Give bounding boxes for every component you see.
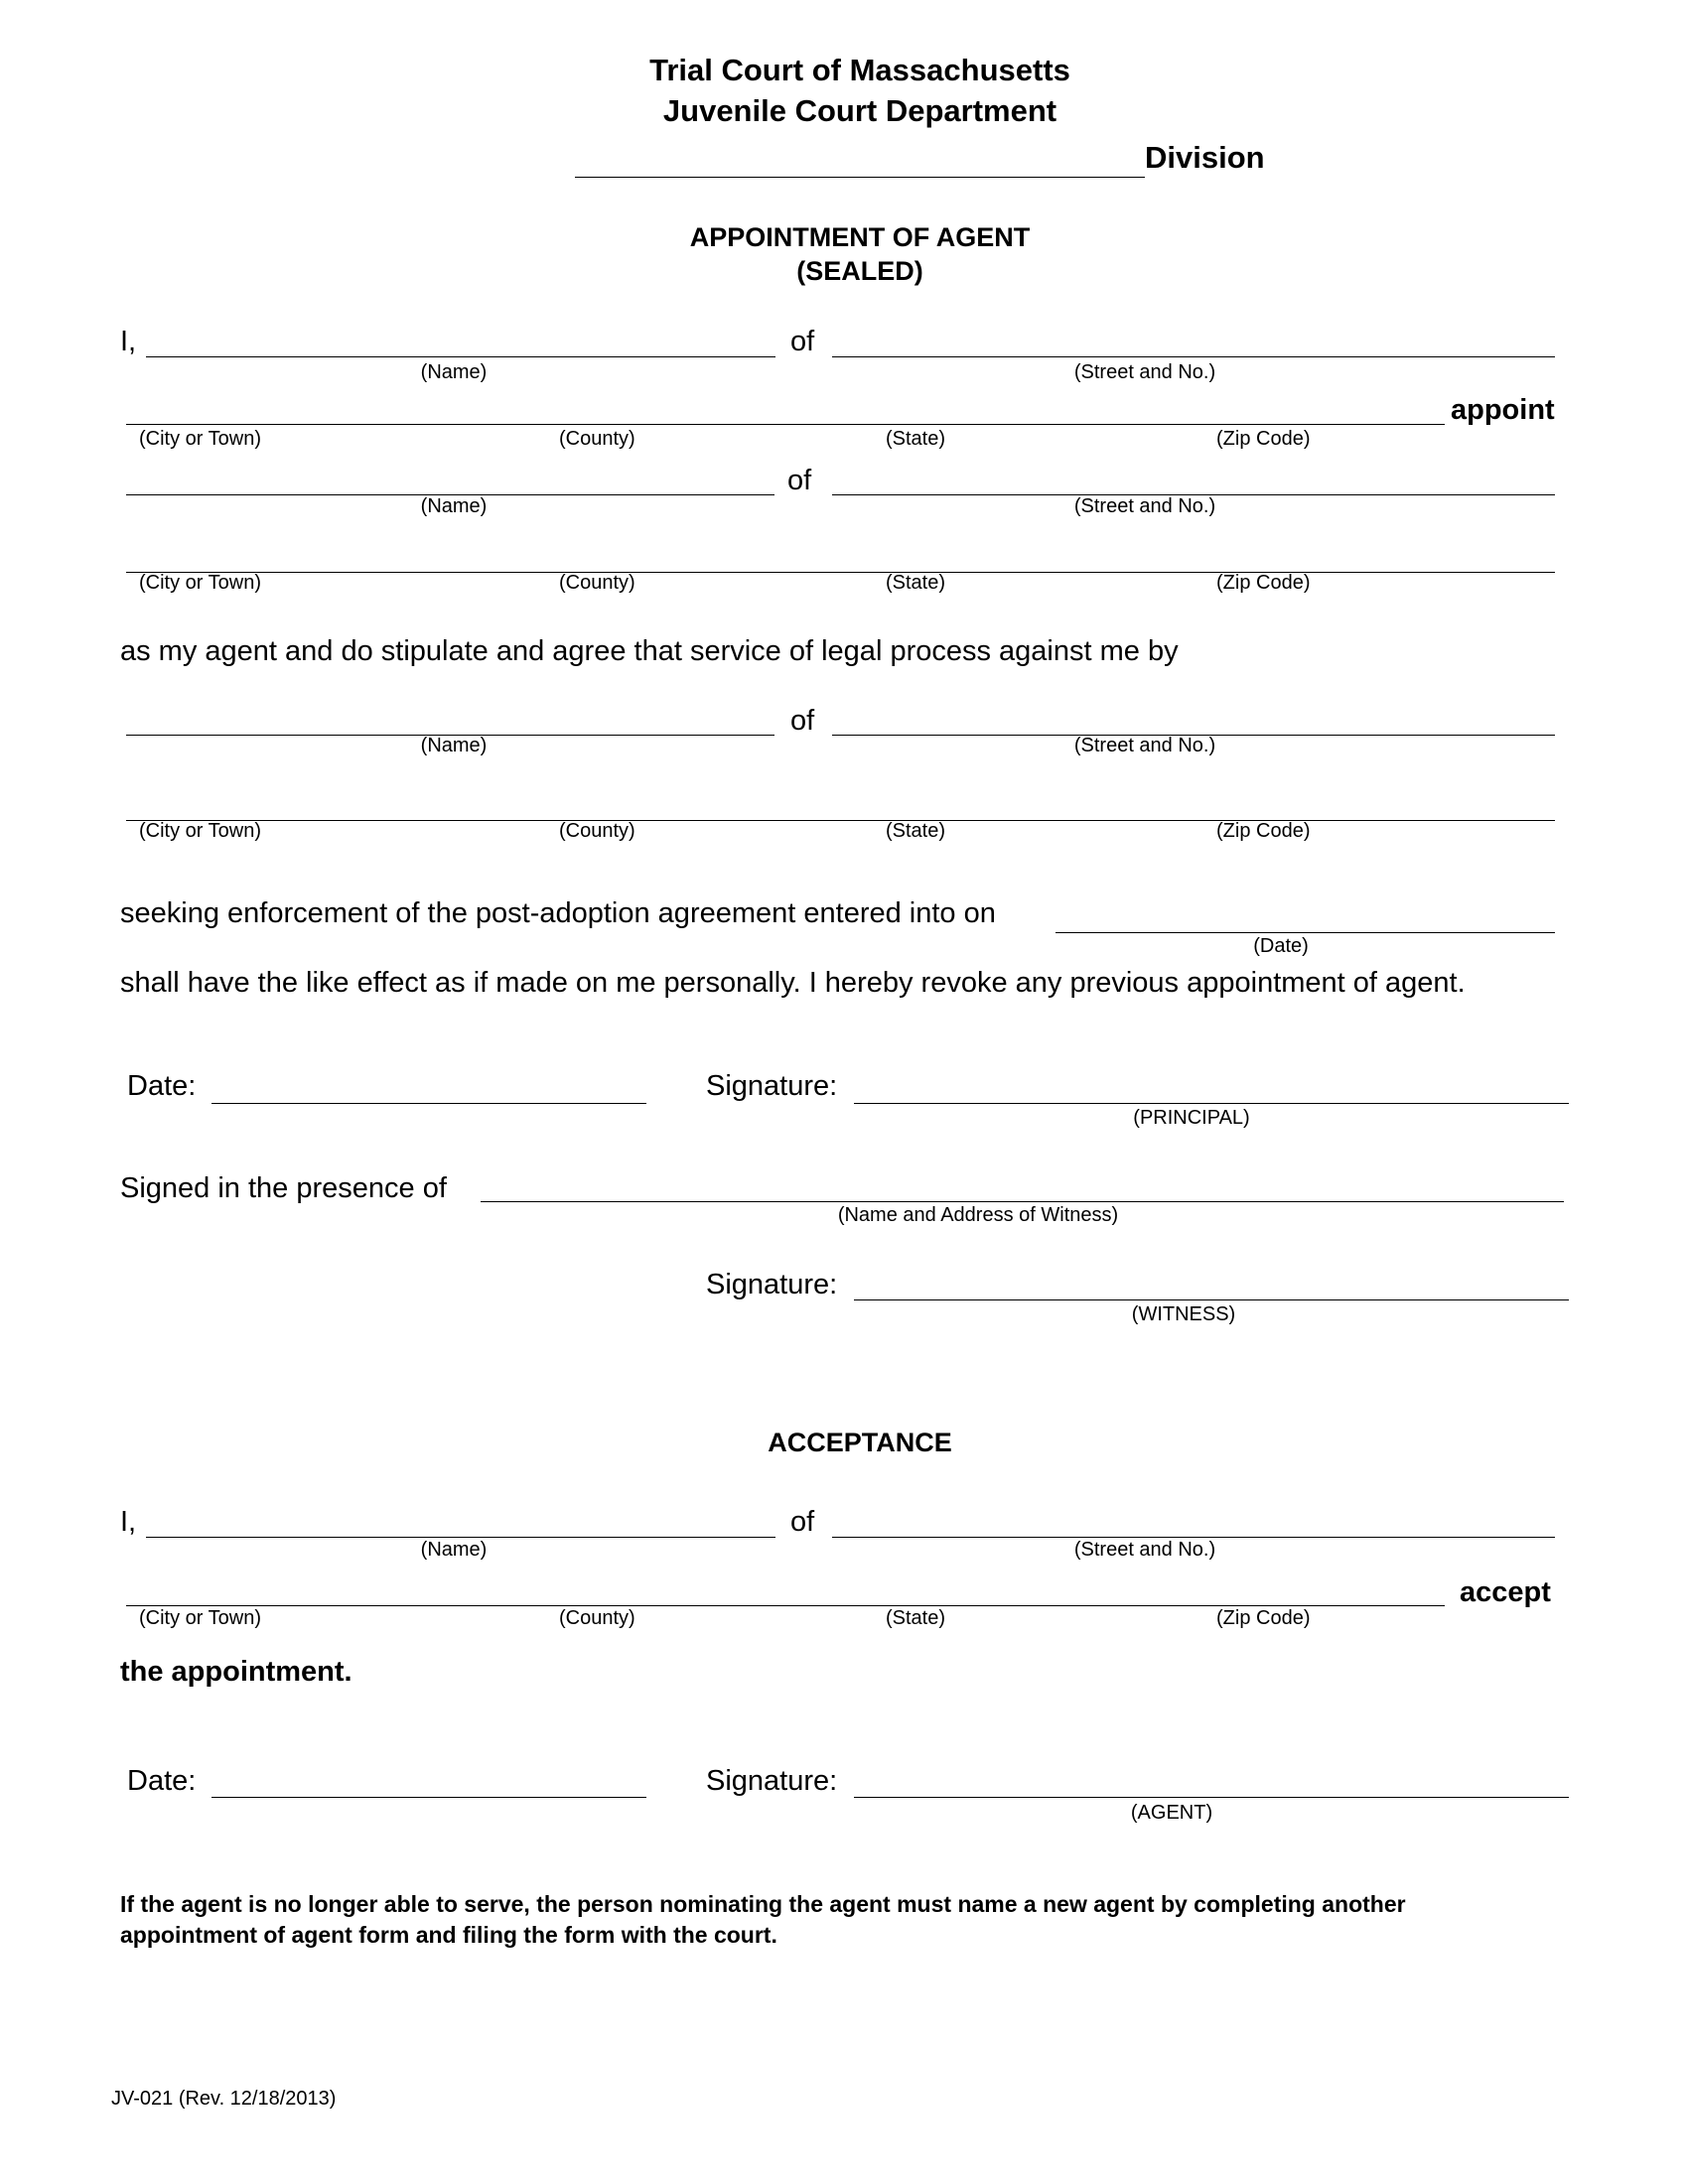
enforcement-sentence: seeking enforcement of the post-adoption agreement entered into on [120,897,996,929]
principal-signature-field[interactable] [854,1103,1569,1104]
i-label: I, [120,1506,137,1538]
agent-signature-field[interactable] [854,1797,1569,1798]
city-caption: (City or Town) [139,820,261,842]
of-label: of [790,705,815,737]
zip-caption: (Zip Code) [1216,820,1311,842]
acceptance-heading: ACCEPTANCE [768,1428,952,1457]
principal-caption: (PRINCIPAL) [1133,1107,1250,1129]
street-caption: (Street and No.) [1073,495,1216,517]
zip-caption: (Zip Code) [1216,572,1311,594]
date-label: Date: [127,1070,197,1102]
agent-date-field[interactable] [211,1797,646,1798]
the-appointment: the appointment. [120,1656,352,1688]
i-label: I, [120,326,137,357]
county-caption: (County) [559,572,635,594]
accept-city-state-field[interactable] [126,1605,1445,1606]
name-caption: (Name) [420,735,488,756]
state-caption: (State) [886,428,946,450]
appoint-word: appoint [1451,394,1555,426]
city-caption: (City or Town) [139,572,261,594]
note-line-1: If the agent is no longer able to serve, the person nominating the agent must name a new agent by completing another [120,1891,1406,1917]
agreement-date-field[interactable] [1055,932,1555,933]
witness-name-field[interactable] [481,1201,1564,1202]
form-title-sealed: (SEALED) [796,256,923,286]
street-caption: (Street and No.) [1073,1539,1216,1561]
division-field[interactable] [575,177,1145,178]
date-caption: (Date) [1253,935,1309,957]
of-label: of [787,465,812,496]
zip-caption: (Zip Code) [1216,428,1311,450]
name-caption: (Name) [420,1539,488,1561]
zip-caption: (Zip Code) [1216,1607,1311,1629]
accept-name-field[interactable] [146,1537,775,1538]
form-title: APPOINTMENT OF AGENT [689,222,1031,252]
name-caption: (Name) [420,361,488,383]
court-title: Trial Court of Massachusetts [649,53,1070,87]
agent-sentence: as my agent and do stipulate and agree that service of legal process against me by [120,635,1179,667]
street-caption: (Street and No.) [1073,361,1216,383]
agent-city-state-field[interactable] [126,572,1555,573]
city-caption: (City or Town) [139,1607,261,1629]
division-label: Division [1145,140,1265,175]
accept-word: accept [1460,1576,1551,1608]
note-line-2: appointment of agent form and filing the form with the court. [120,1922,777,1948]
of-label: of [790,326,815,357]
city-caption: (City or Town) [139,428,261,450]
accept-street-field[interactable] [832,1537,1555,1538]
signature-label: Signature: [706,1765,838,1797]
effect-sentence: shall have the like effect as if made on me personally. I hereby revoke any previous appointment of agent. [120,967,1466,999]
name-caption: (Name) [420,495,488,517]
county-caption: (County) [559,428,635,450]
state-caption: (State) [886,572,946,594]
party-city-state-field[interactable] [126,820,1555,821]
form-id: JV-021 (Rev. 12/18/2013) [111,2088,337,2110]
witness-caption: (WITNESS) [1131,1303,1236,1325]
witness-name-caption: (Name and Address of Witness) [837,1204,1119,1226]
principal-date-field[interactable] [211,1103,646,1104]
signature-label: Signature: [706,1269,838,1300]
county-caption: (County) [559,1607,635,1629]
principal-street-field[interactable] [832,356,1555,357]
state-caption: (State) [886,820,946,842]
principal-name-field[interactable] [146,356,775,357]
department-title: Juvenile Court Department [662,93,1057,128]
state-caption: (State) [886,1607,946,1629]
street-caption: (Street and No.) [1073,735,1216,756]
agent-caption: (AGENT) [1130,1802,1213,1824]
principal-city-state-field[interactable] [126,424,1445,425]
date-label: Date: [127,1765,197,1797]
signature-label: Signature: [706,1070,838,1102]
witness-signature-field[interactable] [854,1299,1569,1300]
presence-label: Signed in the presence of [120,1172,447,1204]
county-caption: (County) [559,820,635,842]
of-label: of [790,1506,815,1538]
